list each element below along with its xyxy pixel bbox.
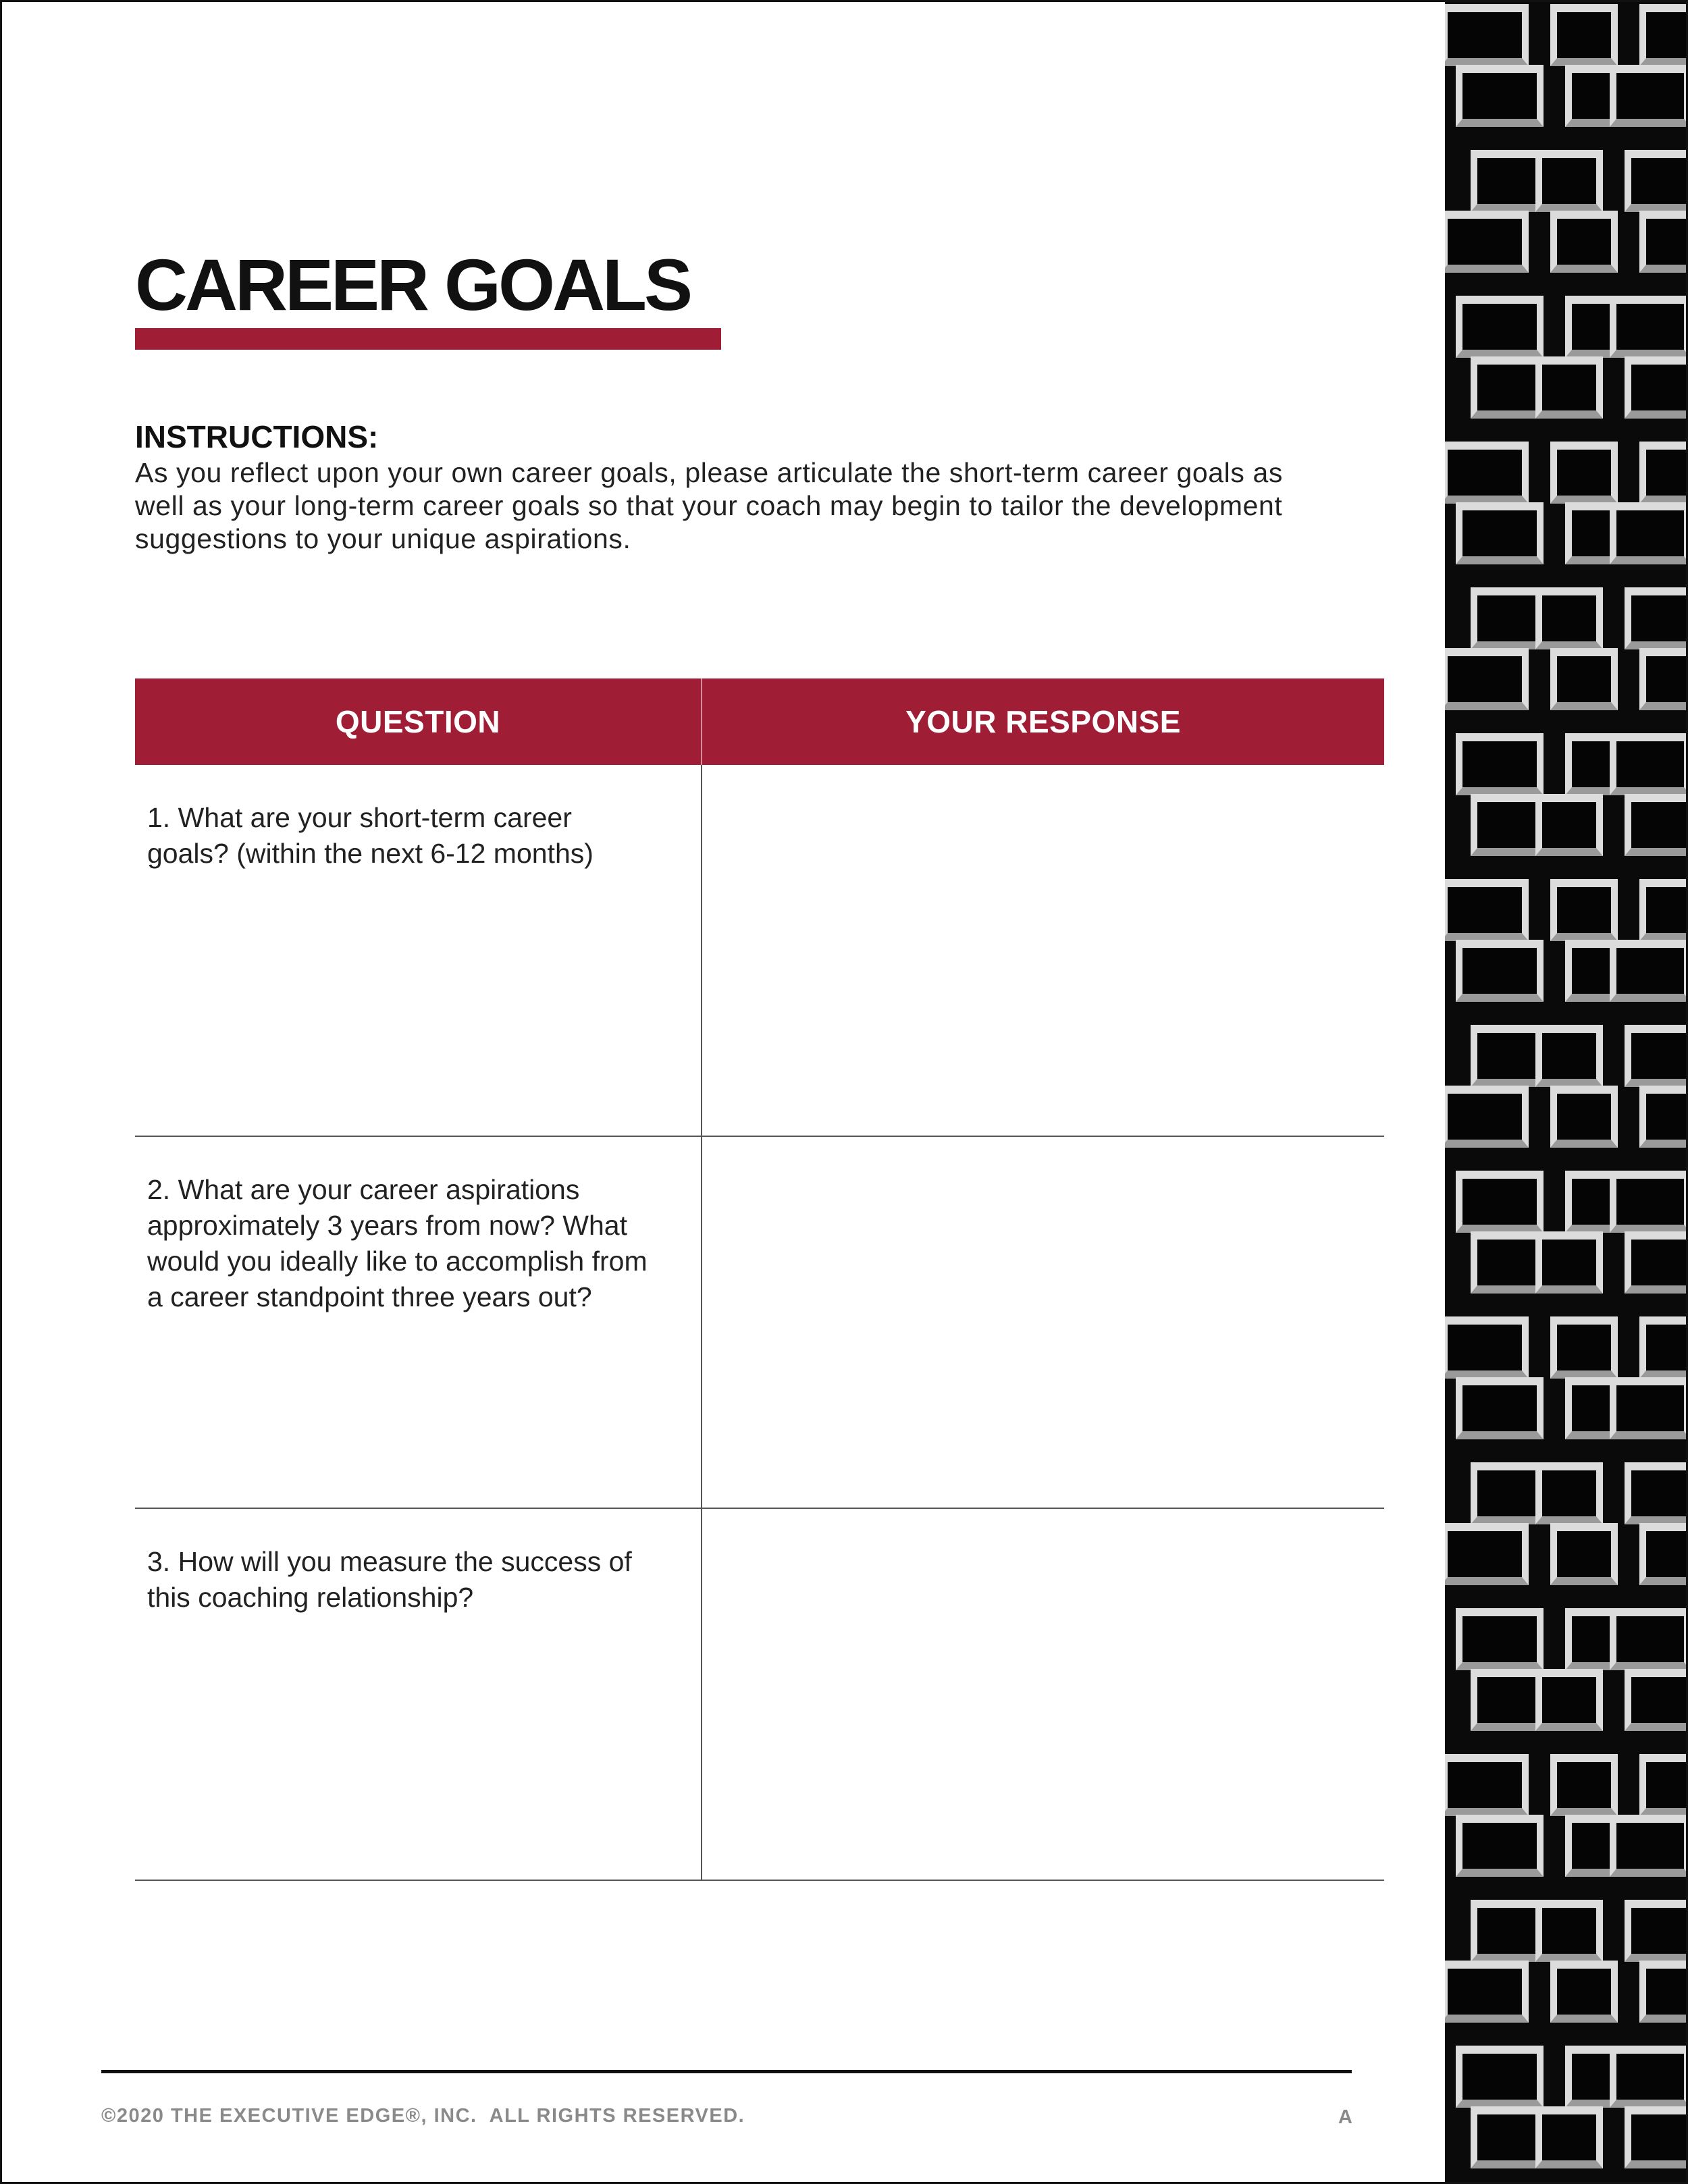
- facade-ledge: [1445, 2015, 1529, 2023]
- facade-window: [1646, 12, 1688, 58]
- facade-window: [1557, 887, 1611, 933]
- facade-window: [1646, 656, 1688, 702]
- facade-ledge: [1610, 994, 1688, 1002]
- facade-window: [1616, 73, 1684, 119]
- facade-window: [1462, 741, 1537, 787]
- facade-ledge: [1550, 702, 1618, 710]
- facade-window: [1462, 1823, 1537, 1869]
- facade-window: [1448, 887, 1522, 933]
- facade-ledge: [1456, 994, 1544, 1002]
- career-goals-table: [135, 678, 1384, 1881]
- facade-window: [1557, 450, 1611, 496]
- facade-window: [1616, 510, 1684, 556]
- facade-pattern: [1445, 0, 1688, 2184]
- facade-window: [1462, 1616, 1537, 1662]
- facade-window: [1616, 1179, 1684, 1225]
- page-title: CAREER GOALS: [135, 244, 691, 325]
- facade-window: [1616, 1823, 1684, 1869]
- facade-window: [1631, 365, 1688, 410]
- facade-window: [1448, 1969, 1522, 2015]
- facade-ledge: [1625, 848, 1688, 856]
- facade-ledge: [1610, 556, 1688, 564]
- facade-window: [1557, 1325, 1611, 1370]
- response-cell[interactable]: [702, 1137, 1384, 1508]
- facade-ledge: [1550, 2015, 1618, 2023]
- facade-window: [1462, 1385, 1537, 1431]
- facade-ledge: [1445, 265, 1529, 273]
- facade-window: [1448, 1531, 1522, 1577]
- facade-ledge: [1639, 1140, 1688, 1148]
- table-row: [135, 1509, 1384, 1881]
- facade-window: [1557, 12, 1611, 58]
- question-cell: 3. How will you measure the success of this coaching relationship?: [135, 1509, 702, 1880]
- facade-ledge: [1639, 2015, 1688, 2023]
- question-cell: 2. What are your career aspirations approximately 3 years from now? What would you ideally like to accomplish from a career standpoint three years out?: [135, 1137, 702, 1508]
- facade-window: [1448, 1094, 1522, 1140]
- facade-window: [1631, 158, 1688, 204]
- facade-window: [1542, 158, 1596, 204]
- facade-window: [1462, 2054, 1537, 2100]
- facade-window: [1616, 2054, 1684, 2100]
- facade-window: [1557, 1969, 1611, 2015]
- facade-ledge: [1550, 265, 1618, 273]
- facade-window: [1462, 948, 1537, 994]
- facade-window: [1616, 741, 1684, 787]
- facade-window: [1557, 1094, 1611, 1140]
- facade-window: [1631, 1908, 1688, 1954]
- facade-window: [1462, 304, 1537, 350]
- facade-ledge: [1456, 1869, 1544, 1877]
- facade-ledge: [1550, 1140, 1618, 1148]
- facade-window: [1542, 595, 1596, 641]
- table-row: [135, 1137, 1384, 1509]
- facade-window: [1557, 1531, 1611, 1577]
- facade-window: [1448, 219, 1522, 265]
- facade-window: [1616, 1616, 1684, 1662]
- building-facade-image: [1445, 0, 1688, 2184]
- facade-ledge: [1535, 410, 1603, 419]
- facade-window: [1616, 304, 1684, 350]
- facade-window: [1631, 1470, 1688, 1516]
- facade-ledge: [1445, 1577, 1529, 1585]
- facade-window: [1557, 656, 1611, 702]
- facade-window: [1631, 595, 1688, 641]
- facade-window: [1542, 802, 1596, 848]
- facade-window: [1448, 1762, 1522, 1808]
- facade-ledge: [1610, 1431, 1688, 1439]
- facade-window: [1462, 1179, 1537, 1225]
- facade-window: [1542, 1470, 1596, 1516]
- facade-ledge: [1535, 848, 1603, 856]
- facade-window: [1542, 1033, 1596, 1079]
- facade-ledge: [1625, 410, 1688, 419]
- facade-ledge: [1535, 1285, 1603, 1294]
- facade-window: [1462, 73, 1537, 119]
- table-header: [135, 678, 1384, 765]
- facade-window: [1631, 1240, 1688, 1285]
- facade-window: [1646, 1094, 1688, 1140]
- facade-ledge: [1625, 1285, 1688, 1294]
- facade-window: [1542, 1908, 1596, 1954]
- facade-window: [1631, 802, 1688, 848]
- facade-window: [1646, 1325, 1688, 1370]
- facade-ledge: [1625, 1723, 1688, 1731]
- header-question: QUESTION: [135, 678, 702, 765]
- facade-window: [1542, 365, 1596, 410]
- facade-ledge: [1535, 2160, 1603, 2168]
- header-response: YOUR RESPONSE: [905, 704, 1181, 739]
- footer-copyright: ©2020 THE EXECUTIVE EDGE®, INC. ALL RIGHTS RESERVED.: [101, 2105, 745, 2127]
- facade-ledge: [1639, 265, 1688, 273]
- facade-window: [1616, 1385, 1684, 1431]
- facade-ledge: [1610, 1869, 1688, 1877]
- facade-window: [1448, 1325, 1522, 1370]
- facade-window: [1646, 887, 1688, 933]
- facade-window: [1542, 1677, 1596, 1723]
- facade-window: [1646, 1762, 1688, 1808]
- facade-window: [1448, 450, 1522, 496]
- facade-window: [1631, 1033, 1688, 1079]
- facade-window: [1462, 510, 1537, 556]
- facade-window: [1646, 1969, 1688, 2015]
- facade-ledge: [1610, 119, 1688, 127]
- facade-ledge: [1445, 702, 1529, 710]
- facade-window: [1557, 1762, 1611, 1808]
- facade-window: [1542, 2114, 1596, 2160]
- response-cell[interactable]: [702, 1509, 1384, 1880]
- page-number: A: [1338, 2106, 1352, 2128]
- facade-ledge: [1456, 1431, 1544, 1439]
- facade-window: [1448, 656, 1522, 702]
- facade-ledge: [1445, 1140, 1529, 1148]
- facade-ledge: [1550, 1577, 1618, 1585]
- facade-window: [1631, 1677, 1688, 1723]
- facade-window: [1646, 450, 1688, 496]
- facade-window: [1557, 219, 1611, 265]
- facade-window: [1646, 1531, 1688, 1577]
- instructions-heading: INSTRUCTIONS:: [135, 419, 379, 454]
- facade-window: [1448, 12, 1522, 58]
- facade-window: [1616, 948, 1684, 994]
- facade-ledge: [1639, 702, 1688, 710]
- table-row: [135, 765, 1384, 1137]
- facade-window: [1646, 219, 1688, 265]
- title-underline: [135, 328, 721, 350]
- instructions-body: As you reflect upon your own career goals, please articulate the short-term career goals as well as your long-term career goals so that your coach may begin to tailor the development suggestions to your unique aspirations.: [135, 457, 1283, 554]
- facade-ledge: [1639, 1577, 1688, 1585]
- response-cell[interactable]: [702, 765, 1384, 1136]
- facade-window: [1631, 2114, 1688, 2160]
- footer-rule: [101, 2070, 1352, 2073]
- facade-ledge: [1456, 119, 1544, 127]
- facade-ledge: [1625, 2160, 1688, 2168]
- facade-window: [1542, 1240, 1596, 1285]
- facade-ledge: [1456, 556, 1544, 564]
- question-cell: 1. What are your short-term career goals? (within the next 6-12 months): [135, 765, 702, 1136]
- facade-ledge: [1535, 1723, 1603, 1731]
